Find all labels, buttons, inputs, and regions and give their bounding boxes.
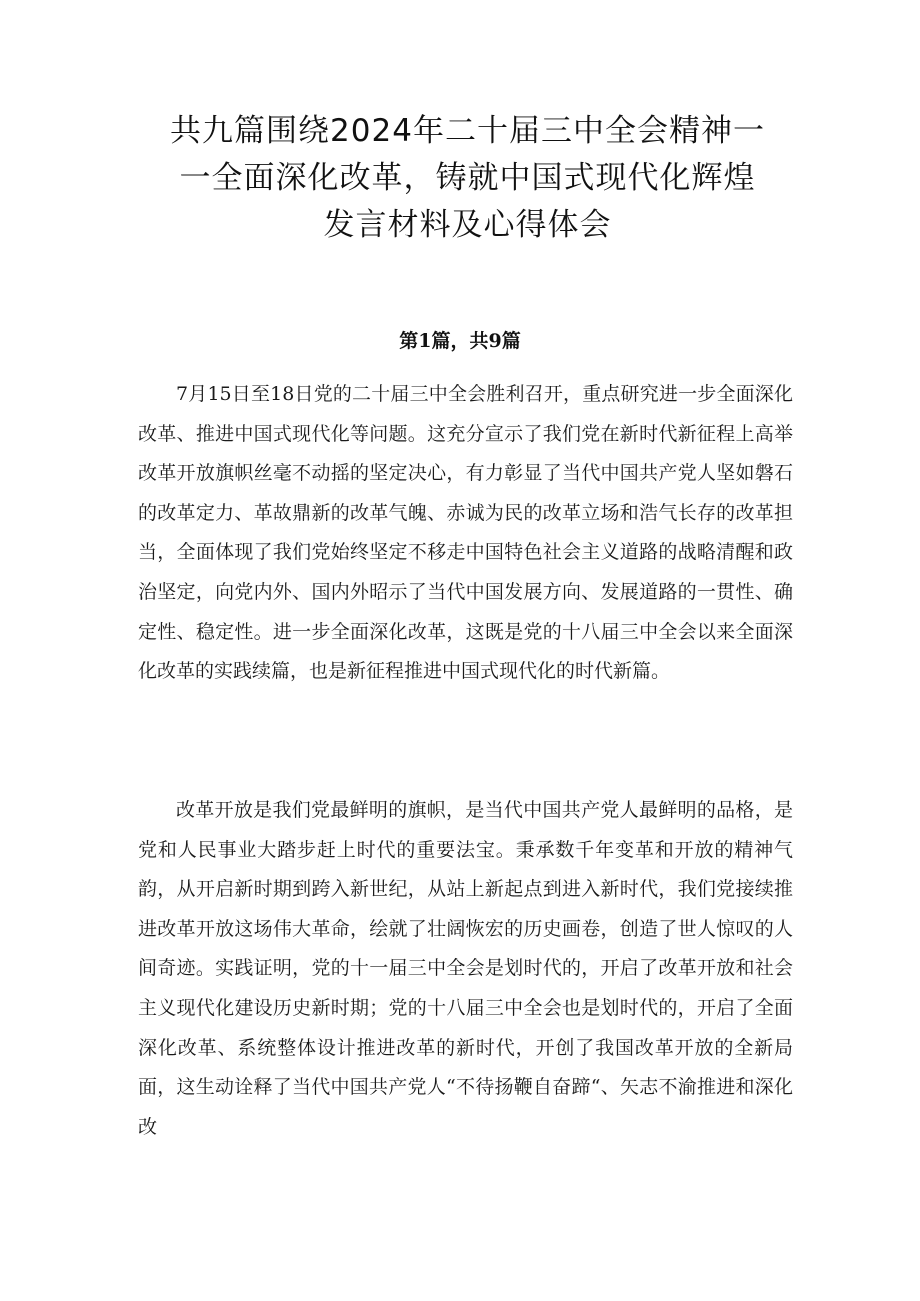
paragraph-1: 7月15日至18日党的二十届三中全会胜利召开，重点研究进一步全面深化改革、推进中国式现代化等问题。这充分宣示了我们党在新时代新征程上高举改革开放旗帜丝毫不动摇的坚定决心，有力彰显了当代中国共产党人坚如磐石的改革定力、革故鼎新的改革气魄、赤诚为民的改革立场和浩气长存的改革担当，全面体现了我们党始终坚定不移走中国特色社会主义道路的战略清醒和政治坚定，向党内外、国内外昭示了当代中国发展方向、发展道路的一贯性、确定性、稳定性。进一步全面深化改革，这既是党的十八届三中全会以来全面深化改革的实践续篇，也是新征程推进中国式现代化的时代新篇。 (138, 383, 793, 683)
section-heading: 第1篇，共9篇 (399, 330, 521, 352)
paragraph-2: 改革开放是我们党最鲜明的旗帜，是当代中国共产党人最鲜明的品格，是党和人民事业大踏步赶上时代的重要法宝。秉承数千年变革和开放的精神气韵，从开启新时期到跨入新世纪，从站上新起点到进入新时代，我们党接续推进改革开放这场伟大革命，绘就了壮阔恢宏的历史画卷，创造了世人惊叹的人间奇迹。实践证明，党的十一届三中全会是划时代的，开启了改革开放和社会主义现代化建设历史新时期；党的十八届三中全会也是划时代的，开启了全面深化改革、系统整体设计推进改革的新时代，开创了我国改革开放的全新局面，这生动诠释了当代中国共产党人“不待扬鞭自奋蹄“、矢志不渝推进和深化改 (138, 799, 793, 1138)
document-title (150, 108, 785, 249)
title-line-2: 一全面深化改革，铸就中国式现代化辉煌 (179, 160, 756, 196)
title-line-3: 发言材料及心得体会 (323, 207, 612, 243)
title-line-1: 共九篇围绕2024年二十届三中全会精神一 (170, 113, 765, 149)
